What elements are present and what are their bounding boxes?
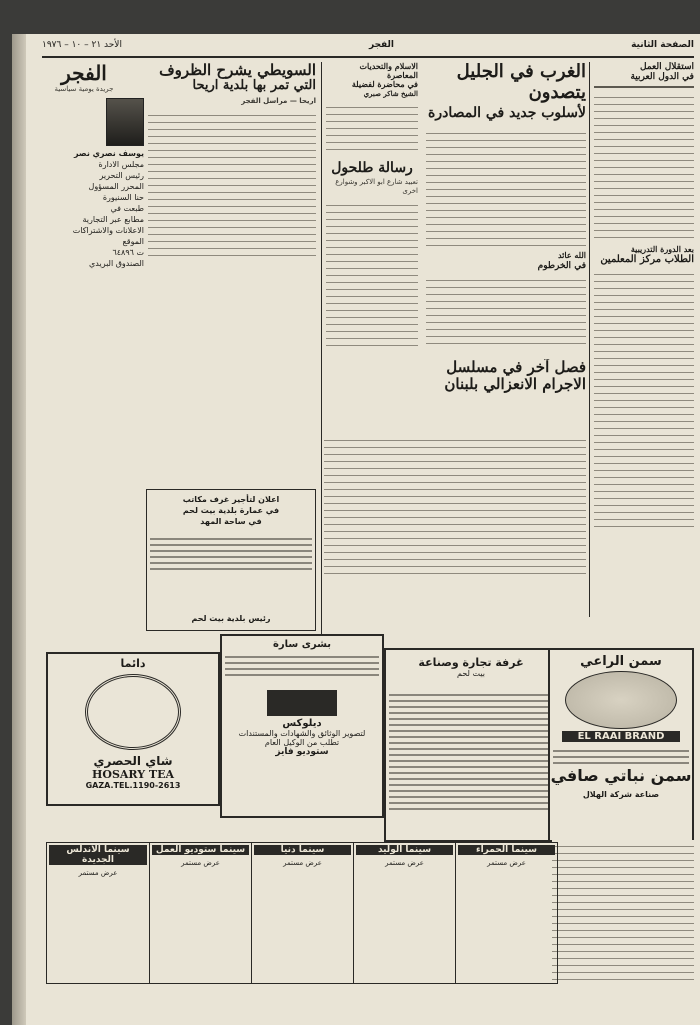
ad-text: ستوديو فايز <box>275 747 329 757</box>
ad-text: صناعة شركة الهلال <box>582 790 660 799</box>
ad-text: تطلب من الوكيل العام <box>264 738 340 747</box>
shepherd-logo-icon <box>565 671 677 729</box>
sweity-story <box>148 62 316 362</box>
headline-line2: التي تمر بها بلدية اريحا <box>192 78 316 94</box>
article-title: الاسلام والتحديات المعاصرة <box>359 62 418 81</box>
masthead-line: حنا السنيورة <box>102 193 144 202</box>
cinema-hamra: سينما الحمراء عرض مستمر <box>455 843 557 983</box>
page-header <box>42 40 694 54</box>
ad-text: غرفة تجارة وصناعة <box>418 656 524 669</box>
article-title: بعد الدورة التدريبية <box>630 243 694 254</box>
second-headline-line2: الاجرام الانعزالي بلبنان <box>444 375 586 394</box>
letters-title: رسالة طلحول <box>331 159 413 176</box>
lead-headline: الغرب في الجليل يتصدون <box>456 62 586 103</box>
cinema-studio-amal: سينما ستوديو العمل عرض مستمر <box>149 843 251 983</box>
column-middle <box>326 62 418 352</box>
cinema-andalus: سينما الاندلس الجديدة عرض مستمر <box>47 843 149 983</box>
second-story <box>324 359 586 429</box>
chamber-notice-ad <box>384 648 558 842</box>
issue-date: الأحد ٢١ – ١٠ – ١٩٧٦ <box>42 40 122 50</box>
article-subtitle: الشيخ شاكر صبري <box>363 88 418 98</box>
notice-title: اعلان لتأجير غرف مكاتب <box>182 495 280 504</box>
camera-icon <box>267 690 337 716</box>
masthead-line: الاعلانات والاشتراكات <box>72 226 144 235</box>
cinema-listings <box>46 842 558 984</box>
middle-text-block <box>324 434 586 634</box>
paper-masthead: الفجر <box>61 62 107 85</box>
letters-subtitle: تعبيد شارع ابو الاكبر وشوارع اخرى <box>335 177 418 195</box>
masthead-line: ت ٦٤٨٩٦ <box>112 248 144 257</box>
article-title: الله عائد <box>557 250 586 261</box>
newspaper-name: الفجر <box>368 40 394 50</box>
ad-text: HOSARY TEA <box>91 768 175 781</box>
article-title: في محاضرة لفضيلة <box>351 79 418 90</box>
column-left <box>24 62 144 402</box>
masthead-line: مجلس الادارة <box>98 160 144 169</box>
article-title: في الدول العربية <box>630 72 694 83</box>
notice-subtitle: في عمارة بلدية بيت لحم <box>182 506 280 515</box>
photo-studio-ad <box>220 634 384 818</box>
ad-text: EL RAAI BRAND <box>562 731 680 742</box>
article-title: الطلاب مركز المعلمين <box>600 253 694 265</box>
masthead-line: رئيس التحرير <box>99 171 144 180</box>
notice-subtitle: في ساحة المهد <box>200 517 262 526</box>
masthead-line: يوسف نصري نصر <box>73 149 144 158</box>
ad-text: ديلوكس <box>282 718 322 729</box>
cinema-walid: سينما الوليد عرض مستمر <box>353 843 455 983</box>
tender-announcement <box>146 489 316 631</box>
ad-text: سمن نباتي صافي <box>550 766 692 785</box>
ad-text: GAZA.TEL.1190-2613 <box>85 781 181 790</box>
newspaper-page <box>12 34 700 1025</box>
article-title: في الخرطوم <box>537 260 586 271</box>
hosary-tea-ad <box>46 652 220 806</box>
masthead-line: المحرر المسؤول <box>88 182 144 191</box>
masthead-line: مطابع عبر التجارية <box>82 215 144 224</box>
notice-signer: رئيس بلدية بيت لحم <box>191 614 271 623</box>
ad-text: سمن الراعي <box>580 654 662 669</box>
cinema-dunia: سينما دنيا عرض مستمر <box>251 843 353 983</box>
page-number-label: الصفحة الثانية <box>631 40 694 50</box>
bottom-right-notice <box>552 840 694 990</box>
lead-subheadline: لأسلوب جديد في المصادرة <box>428 105 586 122</box>
second-headline: فصل آخر في مسلسل <box>446 359 586 376</box>
headline: السويطي يشرح الظروف <box>159 62 316 79</box>
el-raai-ghee-ad <box>548 648 694 842</box>
ad-text: بيت لحم <box>457 669 485 678</box>
ad-text: شاي الحصري <box>93 754 173 768</box>
ad-text: بشرى سارة <box>272 639 332 650</box>
ad-text: لتصوير الوثائق والشهادات والمستندات <box>238 729 366 738</box>
article-title: استقلال العمل <box>640 62 694 72</box>
masthead-tagline: جريدة يومية سياسية <box>54 85 114 93</box>
column-right <box>594 62 694 617</box>
lead-story <box>426 62 586 352</box>
masthead-line: طبعت في <box>110 204 144 213</box>
tea-emblem-icon <box>85 674 181 750</box>
columnist-photo <box>106 98 144 146</box>
ad-text: دائما <box>120 657 146 670</box>
masthead-line: الصندوق البريدي <box>89 259 144 268</box>
lede: اريحا — مراسل الفجر <box>241 97 316 106</box>
masthead-line: الموقع <box>122 237 144 246</box>
